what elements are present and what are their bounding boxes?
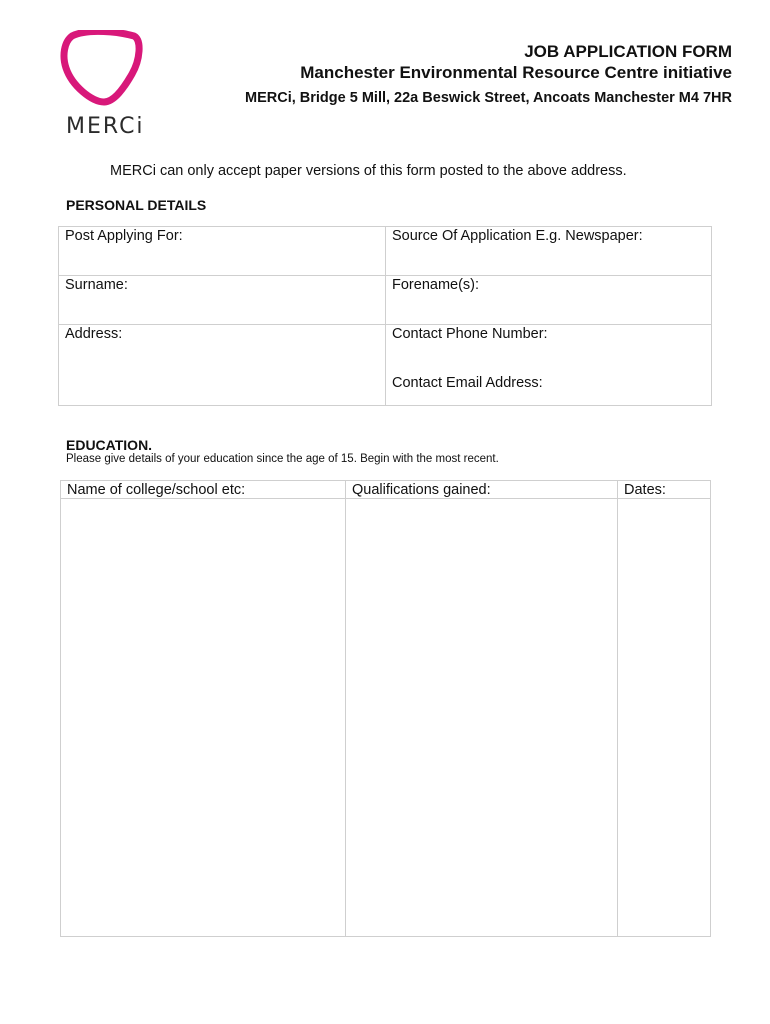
dates-column-header: Dates: bbox=[624, 482, 666, 498]
merci-logo-mark bbox=[58, 30, 148, 110]
college-entry-area[interactable] bbox=[61, 499, 345, 936]
merci-logo bbox=[58, 30, 148, 142]
personal-details-heading: PERSONAL DETAILS bbox=[66, 197, 207, 213]
address-field[interactable]: Address: bbox=[65, 326, 123, 342]
phone-field[interactable]: Contact Phone Number: bbox=[392, 326, 548, 342]
education-table bbox=[60, 480, 711, 937]
row-divider bbox=[59, 324, 711, 325]
form-title: JOB APPLICATION FORM bbox=[524, 42, 732, 61]
postal-notice: MERCi can only accept paper versions of this form posted to the above address. bbox=[110, 163, 627, 179]
personal-details-table bbox=[58, 226, 712, 406]
email-field[interactable]: Contact Email Address: bbox=[392, 375, 543, 391]
column-divider bbox=[385, 227, 386, 405]
logo-wordmark: MERCi bbox=[66, 114, 145, 139]
dates-entry-area[interactable] bbox=[618, 499, 710, 936]
organisation-name: Manchester Environmental Resource Centre initiative bbox=[300, 63, 732, 82]
education-instructions: Please give details of your education since the age of 15. Begin with the most recent. bbox=[66, 453, 499, 465]
forenames-field[interactable]: Forename(s): bbox=[392, 277, 480, 293]
post-applying-field[interactable]: Post Applying For: bbox=[65, 228, 183, 244]
college-column-header: Name of college/school etc: bbox=[67, 482, 246, 498]
qualifications-column-header: Qualifications gained: bbox=[352, 482, 491, 498]
surname-field[interactable]: Surname: bbox=[65, 277, 128, 293]
application-source-field[interactable]: Source Of Application E.g. Newspaper: bbox=[392, 228, 643, 244]
row-divider bbox=[59, 275, 711, 276]
form-header bbox=[245, 42, 732, 107]
education-heading: EDUCATION. bbox=[66, 437, 153, 453]
qualifications-entry-area[interactable] bbox=[346, 499, 617, 936]
organisation-address: MERCi, Bridge 5 Mill, 22a Beswick Street, Ancoats Manchester M4 7HR bbox=[245, 90, 732, 106]
